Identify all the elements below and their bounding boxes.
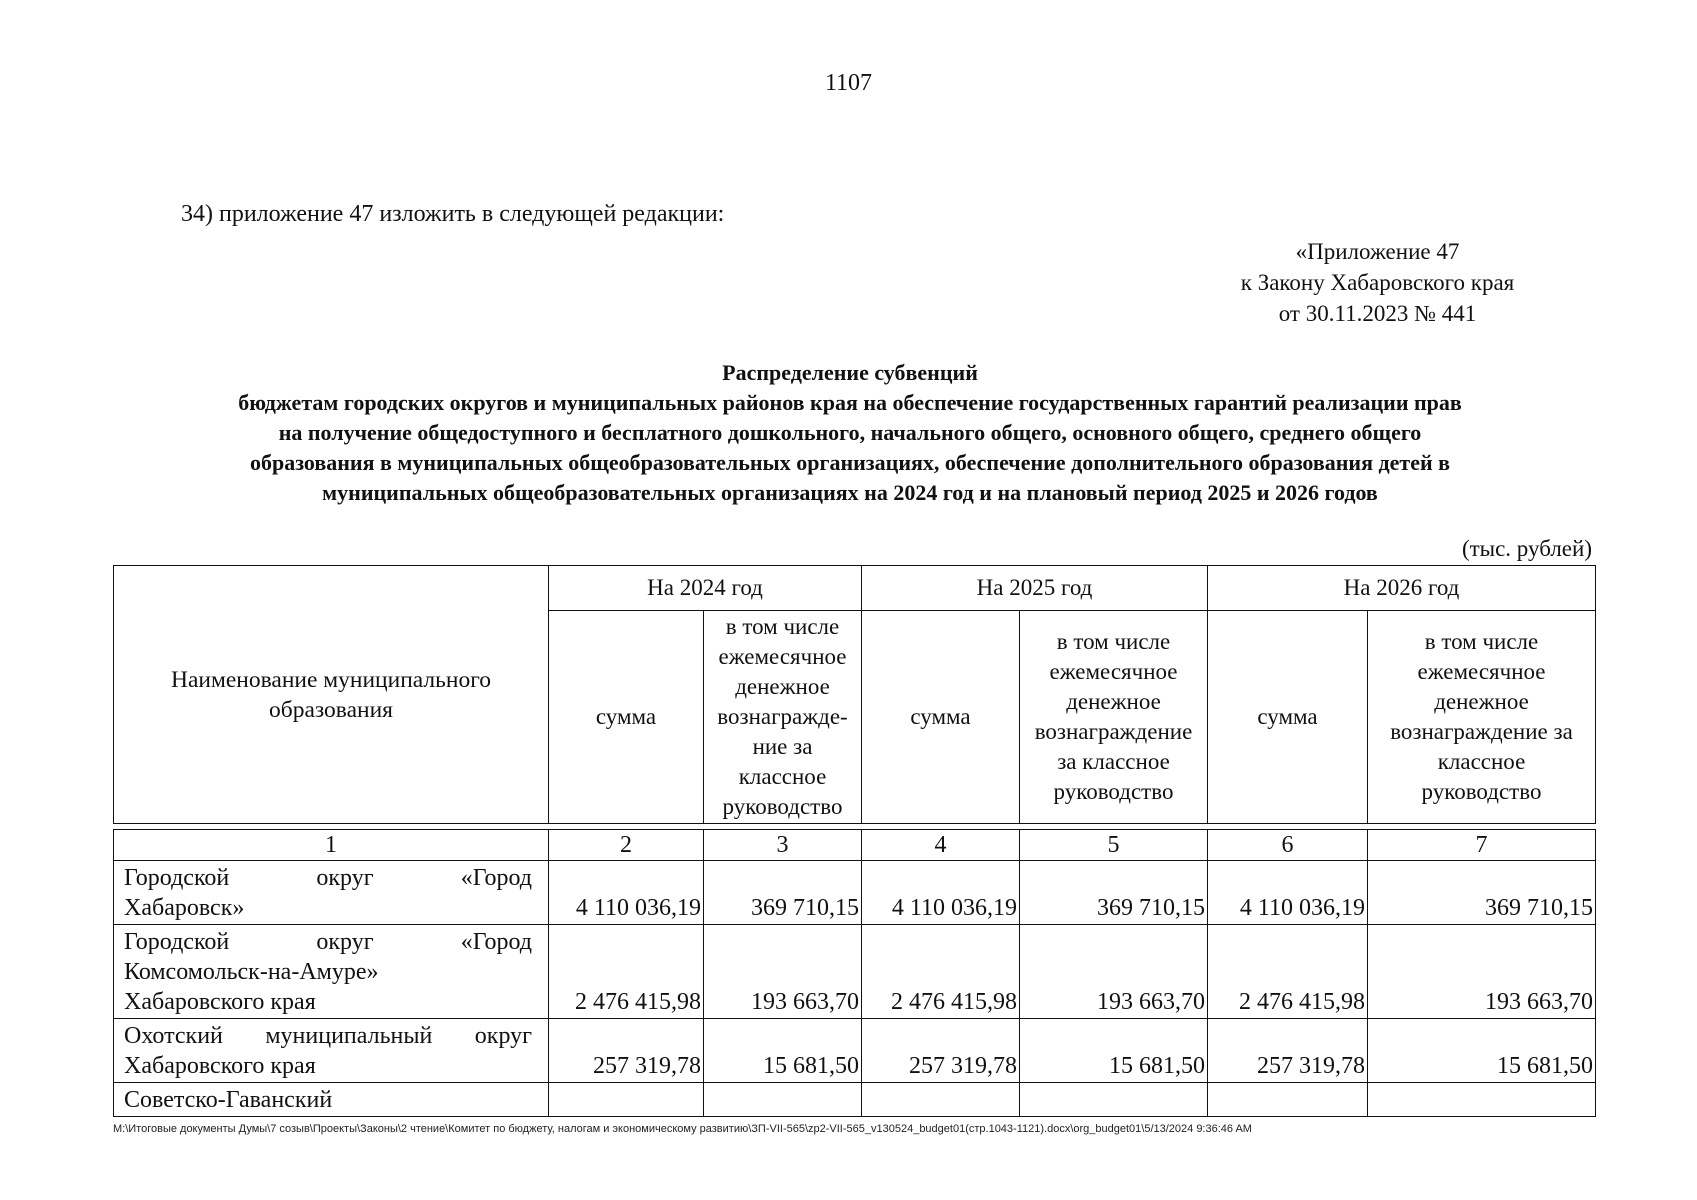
cell-class-guidance-2024: 15 681,50 <box>704 1019 862 1083</box>
column-number: 5 <box>1020 830 1208 861</box>
cell-sum-2024 <box>549 1083 704 1117</box>
column-number: 1 <box>114 830 549 861</box>
file-path-footer: M:\Итоговые документы Думы\7 созыв\Проекты\Законы\2 чтение\Комитет по бюджету, налогам и экономическому развитию\ЗП-VII-565\zp2-VII-565_v130524_budget01(стр.1043-1121).docx\org_budget01\5/13/2024 9:36:46 AM <box>113 1123 1252 1135</box>
table-body <box>113 829 1596 1117</box>
cell-sum-2025: 2 476 415,98 <box>862 925 1020 1019</box>
cell-sum-2025 <box>862 1083 1020 1117</box>
cell-class-guidance-2026: 193 663,70 <box>1368 925 1596 1019</box>
cell-sum-2024: 257 319,78 <box>549 1019 704 1083</box>
header-year-2024: На 2024 год <box>549 566 862 611</box>
municipality-name: Советско-Гаванский <box>114 1083 549 1117</box>
cell-sum-2025: 257 319,78 <box>862 1019 1020 1083</box>
header-class-guidance-2024: в том числе ежемесячное денежное вознагражде- ние за классное руководство <box>704 611 862 824</box>
annex-reference <box>1180 236 1575 329</box>
cell-class-guidance-2026 <box>1368 1083 1596 1117</box>
cell-sum-2026 <box>1208 1083 1368 1117</box>
amendment-intro: 34) приложение 47 изложить в следующей редакции: <box>181 201 725 227</box>
column-number: 4 <box>862 830 1020 861</box>
cell-sum-2026: 4 110 036,19 <box>1208 861 1368 925</box>
column-number: 7 <box>1368 830 1596 861</box>
cell-sum-2026: 257 319,78 <box>1208 1019 1368 1083</box>
header-sum-2025: сумма <box>862 611 1020 824</box>
cell-class-guidance-2024: 193 663,70 <box>704 925 862 1019</box>
title-line-2: бюджетам городских округов и муниципальных районов края на обеспечение государственных гарантий реализации прав <box>238 390 1462 415</box>
cell-sum-2026: 2 476 415,98 <box>1208 925 1368 1019</box>
table-row <box>114 925 1596 1019</box>
header-year-2026: На 2026 год <box>1208 566 1596 611</box>
document-title <box>100 358 1600 508</box>
title-line-3: на получение общедоступного и бесплатного дошкольного, начального общего, основного общего, среднего общего <box>278 420 1422 445</box>
column-number: 6 <box>1208 830 1368 861</box>
municipality-name: Городской округ «Город Хабаровск» <box>114 861 549 925</box>
title-line-5: муниципальных общеобразовательных организациях на 2024 год и на плановый период 2025 и 2026 годов <box>322 480 1378 505</box>
annex-line-1: «Приложение 47 <box>1295 239 1460 264</box>
cell-class-guidance-2025: 369 710,15 <box>1020 861 1208 925</box>
title-line-1: Распределение субвенций <box>722 360 978 385</box>
annex-line-2: к Закону Хабаровского края <box>1240 270 1515 295</box>
header-sum-2026: сумма <box>1208 611 1368 824</box>
header-name-line-1: Наименование муниципального <box>171 666 491 693</box>
cell-sum-2024: 2 476 415,98 <box>549 925 704 1019</box>
header-name-line-2: образования <box>269 696 393 723</box>
cell-class-guidance-2026: 369 710,15 <box>1368 861 1596 925</box>
column-number: 3 <box>704 830 862 861</box>
table-row <box>114 1019 1596 1083</box>
cell-class-guidance-2024: 369 710,15 <box>704 861 862 925</box>
column-number: 2 <box>549 830 704 861</box>
page-number: 1107 <box>824 70 873 96</box>
header-class-guidance-2025: в том числе ежемесячное денежное вознаграждение за классное руководство <box>1020 611 1208 824</box>
municipality-name: Городской округ «Город Комсомольск-на-Амуре» Хабаровского края <box>114 925 549 1019</box>
header-class-guidance-2026: в том числе ежемесячное денежное вознаграждение за классное руководство <box>1368 611 1596 824</box>
header-municipality-name <box>114 566 549 824</box>
cell-class-guidance-2025: 193 663,70 <box>1020 925 1208 1019</box>
column-numbers-row <box>114 830 1596 861</box>
header-sum-2024: сумма <box>549 611 704 824</box>
municipality-name: Охотский муниципальный округ Хабаровского края <box>114 1019 549 1083</box>
units-note: (тыс. рублей) <box>1461 536 1592 561</box>
cell-class-guidance-2024 <box>704 1083 862 1117</box>
cell-class-guidance-2025 <box>1020 1083 1208 1117</box>
table-row <box>114 1083 1596 1117</box>
table-header <box>113 565 1596 824</box>
table-row <box>114 861 1596 925</box>
annex-line-3: от 30.11.2023 № 441 <box>1278 301 1477 326</box>
cell-class-guidance-2026: 15 681,50 <box>1368 1019 1596 1083</box>
cell-class-guidance-2025: 15 681,50 <box>1020 1019 1208 1083</box>
header-year-2025: На 2025 год <box>862 566 1208 611</box>
cell-sum-2025: 4 110 036,19 <box>862 861 1020 925</box>
cell-sum-2024: 4 110 036,19 <box>549 861 704 925</box>
title-line-4: образования в муниципальных общеобразовательных организациях, обеспечение дополнительного образования детей в <box>249 450 1451 475</box>
